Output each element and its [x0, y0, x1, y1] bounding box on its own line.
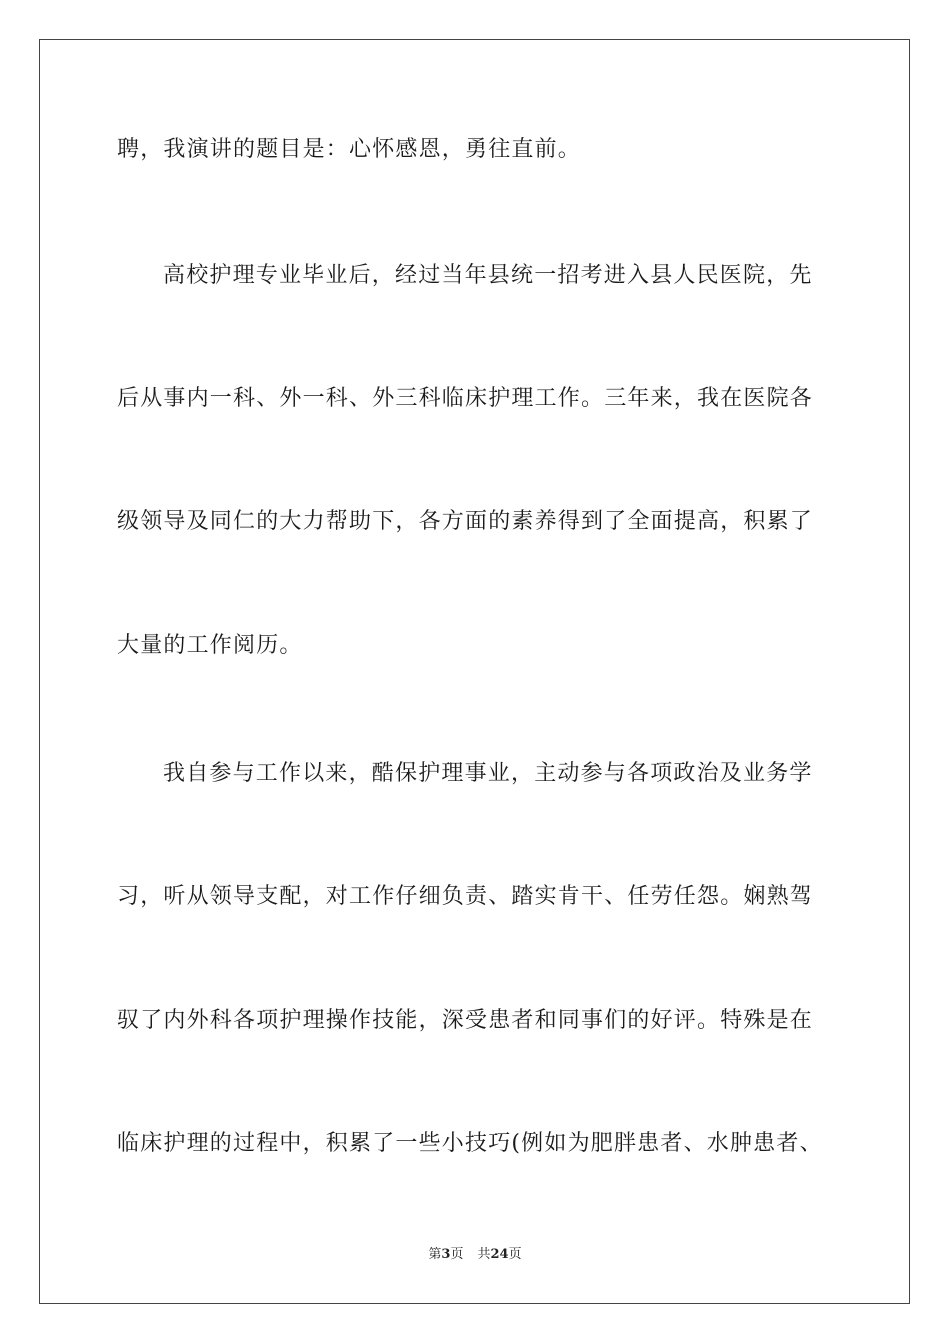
- total-suffix: 页: [508, 1247, 522, 1262]
- page-suffix: 页: [450, 1247, 464, 1262]
- paragraph-1-line-1: 高校护理专业毕业后，经过当年县统一招考进入县人民医院，先: [163, 263, 813, 288]
- paragraph-2-line-2: 习，听从领导支配，对工作仔细负责、踏实肯干、任劳任怨。娴熟驾: [117, 884, 814, 909]
- paragraph-2-line-4: 临床护理的过程中，积累了一些小技巧(例如为肥胖患者、水肿患者、: [117, 1131, 823, 1156]
- total-prefix: 共: [477, 1247, 491, 1262]
- paragraph-1-line-4: 大量的工作阅历。: [117, 633, 303, 658]
- page-number: 3: [441, 1247, 451, 1262]
- total-pages: 24: [490, 1247, 509, 1262]
- page-border: [39, 39, 910, 1304]
- paragraph-1-line-3: 级领导及同仁的大力帮助下，各方面的素养得到了全面提高，积累了: [117, 509, 814, 534]
- page-footer: [0, 1246, 950, 1264]
- paragraph-2-line-1: 我自参与工作以来，酷保护理事业，主动参与各项政治及业务学: [163, 761, 813, 786]
- page-prefix: 第: [428, 1247, 442, 1262]
- text-line-1: 聘，我演讲的题目是：心怀感恩，勇往直前。: [117, 137, 582, 162]
- paragraph-1-line-2: 后从事内一科、外一科、外三科临床护理工作。三年来，我在医院各: [117, 386, 814, 411]
- paragraph-2-line-3: 驭了内外科各项护理操作技能，深受患者和同事们的好评。特殊是在: [117, 1008, 814, 1033]
